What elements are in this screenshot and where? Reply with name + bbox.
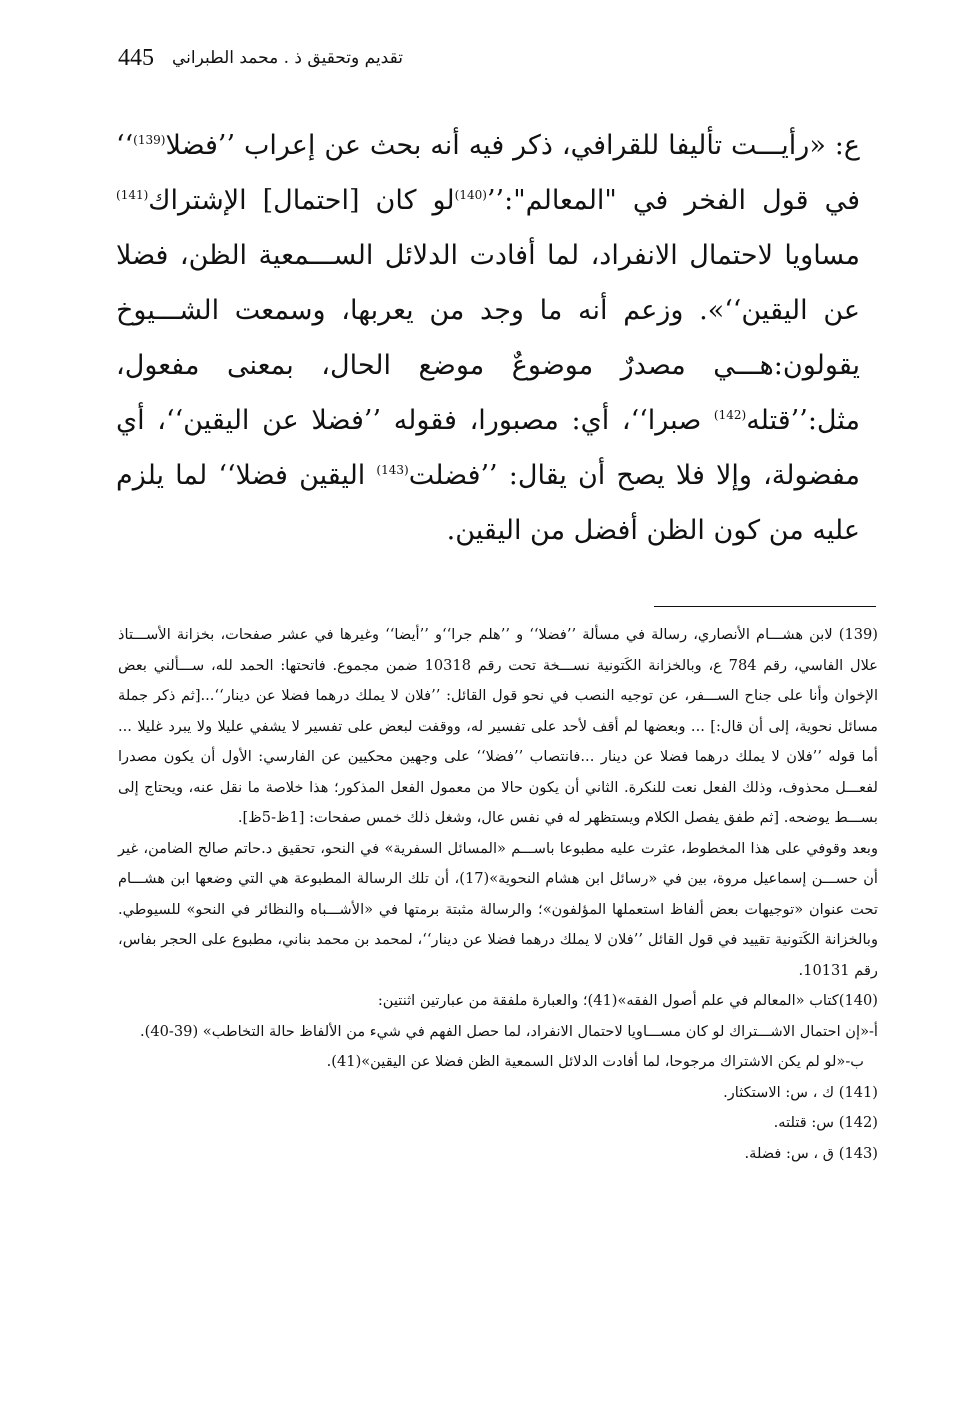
page-number: 445 [118,44,154,71]
footnote-ref-143[interactable]: (143) [376,463,409,477]
footnote-ref-142[interactable]: (142) [713,408,747,422]
body-text-segment: اليقين فضلا‘‘ لما يلزم عليه من كون الظن أفضل من اليقين. [116,460,860,546]
footnote-140-item-b: ب-«لو لم يكن الاشتراك مرجوحا، لما أفادت الدلائل السمعية الظن فضلا عن اليقين»(41). [326,1053,864,1070]
footnote-divider [654,606,876,607]
body-text-segment: صبرا‘‘، أي: مصبورا، فقوله ’’فضلا عن اليقين‘‘، أي مفضولة، وإلا فلا يصح أن يقال: ’’فضلت [116,405,860,491]
footnote-139-continued: وبعد وقوفي على هذا المخطوط، عثرت عليه مطبوعا باســـم «المسائل السفرية» في النحو، تحقيق د.حاتم صالح الضامن، غير أن حســـن إسماعيل مروة، بين في «رسائل ابن هشام النحوية»(17)، أن تلك الرسالة المطبوعة هي التي وضعها ابن هشـــام تحت عنوان «توجيهات بعض ألفاظ استعملها المؤلفون»؛ والرسالة مثبتة برمتها في «الأشـــباه والنظائر في النحو» للسيوطي. وبالخزانة الكَتونية تقييد في قول القائل ’’فلان لا يملك درهما فضلا عن دينار‘‘، لمحمد بن محمد بناني، مطبوع على الحجر بفاس، رقم 10131. [118,839,878,979]
main-paragraph [116,118,860,558]
main-text [116,118,860,558]
footnote-140-item-a: أ-«إن احتمال الاشـــتراك لو كان مســـاويا لاحتمال الانفراد، لما حصل الفهم في شيء من الألفاظ حالة التخاطب» (39-40). [140,1022,878,1040]
footnote-143: (143) ق ، س: فضلة. [744,1144,878,1162]
body-text-segment: مساويا لاحتمال الانفراد، لما أفادت الدلائل الســـمعية الظن، فضلا عن اليقين‘‘». وزعم أنه ما وجد من يعربها، وسمعت الشـــيوخ يقولون:هـــي مصدرٌ موضوعٌ موضع الحال، بمعنى مفعول، مثل:’’قتله [116,240,860,436]
footnote-ref-140[interactable]: (140) [454,188,487,202]
footnotes [118,620,878,1169]
body-text-segment: ع: «رأيـــت تأليفا للقرافي، ذكر فيه أنه بحث عن إعراب ’’فضلا [165,130,860,161]
footnote-140: (140)كتاب «المعالم في علم أصول الفقه»(41)؛ والعبارة ملفقة من عبارتين اثنتين: [377,992,878,1009]
footnote-142: (142) س: قتلته. [773,1114,878,1131]
footnote-ref-139[interactable]: (139) [133,133,166,147]
footnote-141: (141) ك ، س: الاستكثار. [723,1083,878,1101]
footnote-139: (139) لابن هشـــام الأنصاري، رسالة في مسألة ’’فضلا‘‘ و ’’هلم جرا‘‘و ’’أيضا‘‘ وغيرها في عشر صفحات، بخزانة الأســـتاذ علال الفاسي، رقم 784 ع، وبالخزانة الكَتونية نســـخة تحت رقم 10318 ضمن مجموع. فاتحتها: الحمد لله، ســـألني بعض الإخوان وأنا على جناح الســـفر، عن توجيه النصب في نحو قول القائل: ’’فلان لا يملك درهما فضلا عن دينار‘‘...[ثم ذكر جملة مسائل نحوية، إلى أن قال:] ... وبعضها لم أقف لأحد على تفسير له، ووقفت لبعض على تفسير لا يشفي عليلا ولا يبرد غليلا ... أما قوله ’’فلان لا يملك درهما فضلا عن دينار ...فانتصاب ’’فضلا‘‘ على وجهين محكيين عن الفارسي: الأول أن يكون مصدرا لفعـــل محذوف، وذلك الفعل نعت للنكرة. الثاني أن يكون حالا من معمول الفعل المذكور؛ هذا خلاصة ما نقل عنه، ويحتاج إلى بســـط يوضحه. [ثم طفق يفصل الكلام ويستظهر له في نفس عال، وشغل ذلك خمس صفحات: [1ظ-5ظ]. [118,626,878,826]
body-text-segment: لو كان [احتمال] الإشتراك [148,185,455,216]
body-text-segment: ‘‘ في قول الفخر في "المعالم":’’ [116,130,860,216]
running-title: تقديم وتحقيق ذ . محمد الطبراني [172,48,403,68]
running-head [118,38,418,78]
footnote-ref-141[interactable]: (141) [116,188,149,202]
